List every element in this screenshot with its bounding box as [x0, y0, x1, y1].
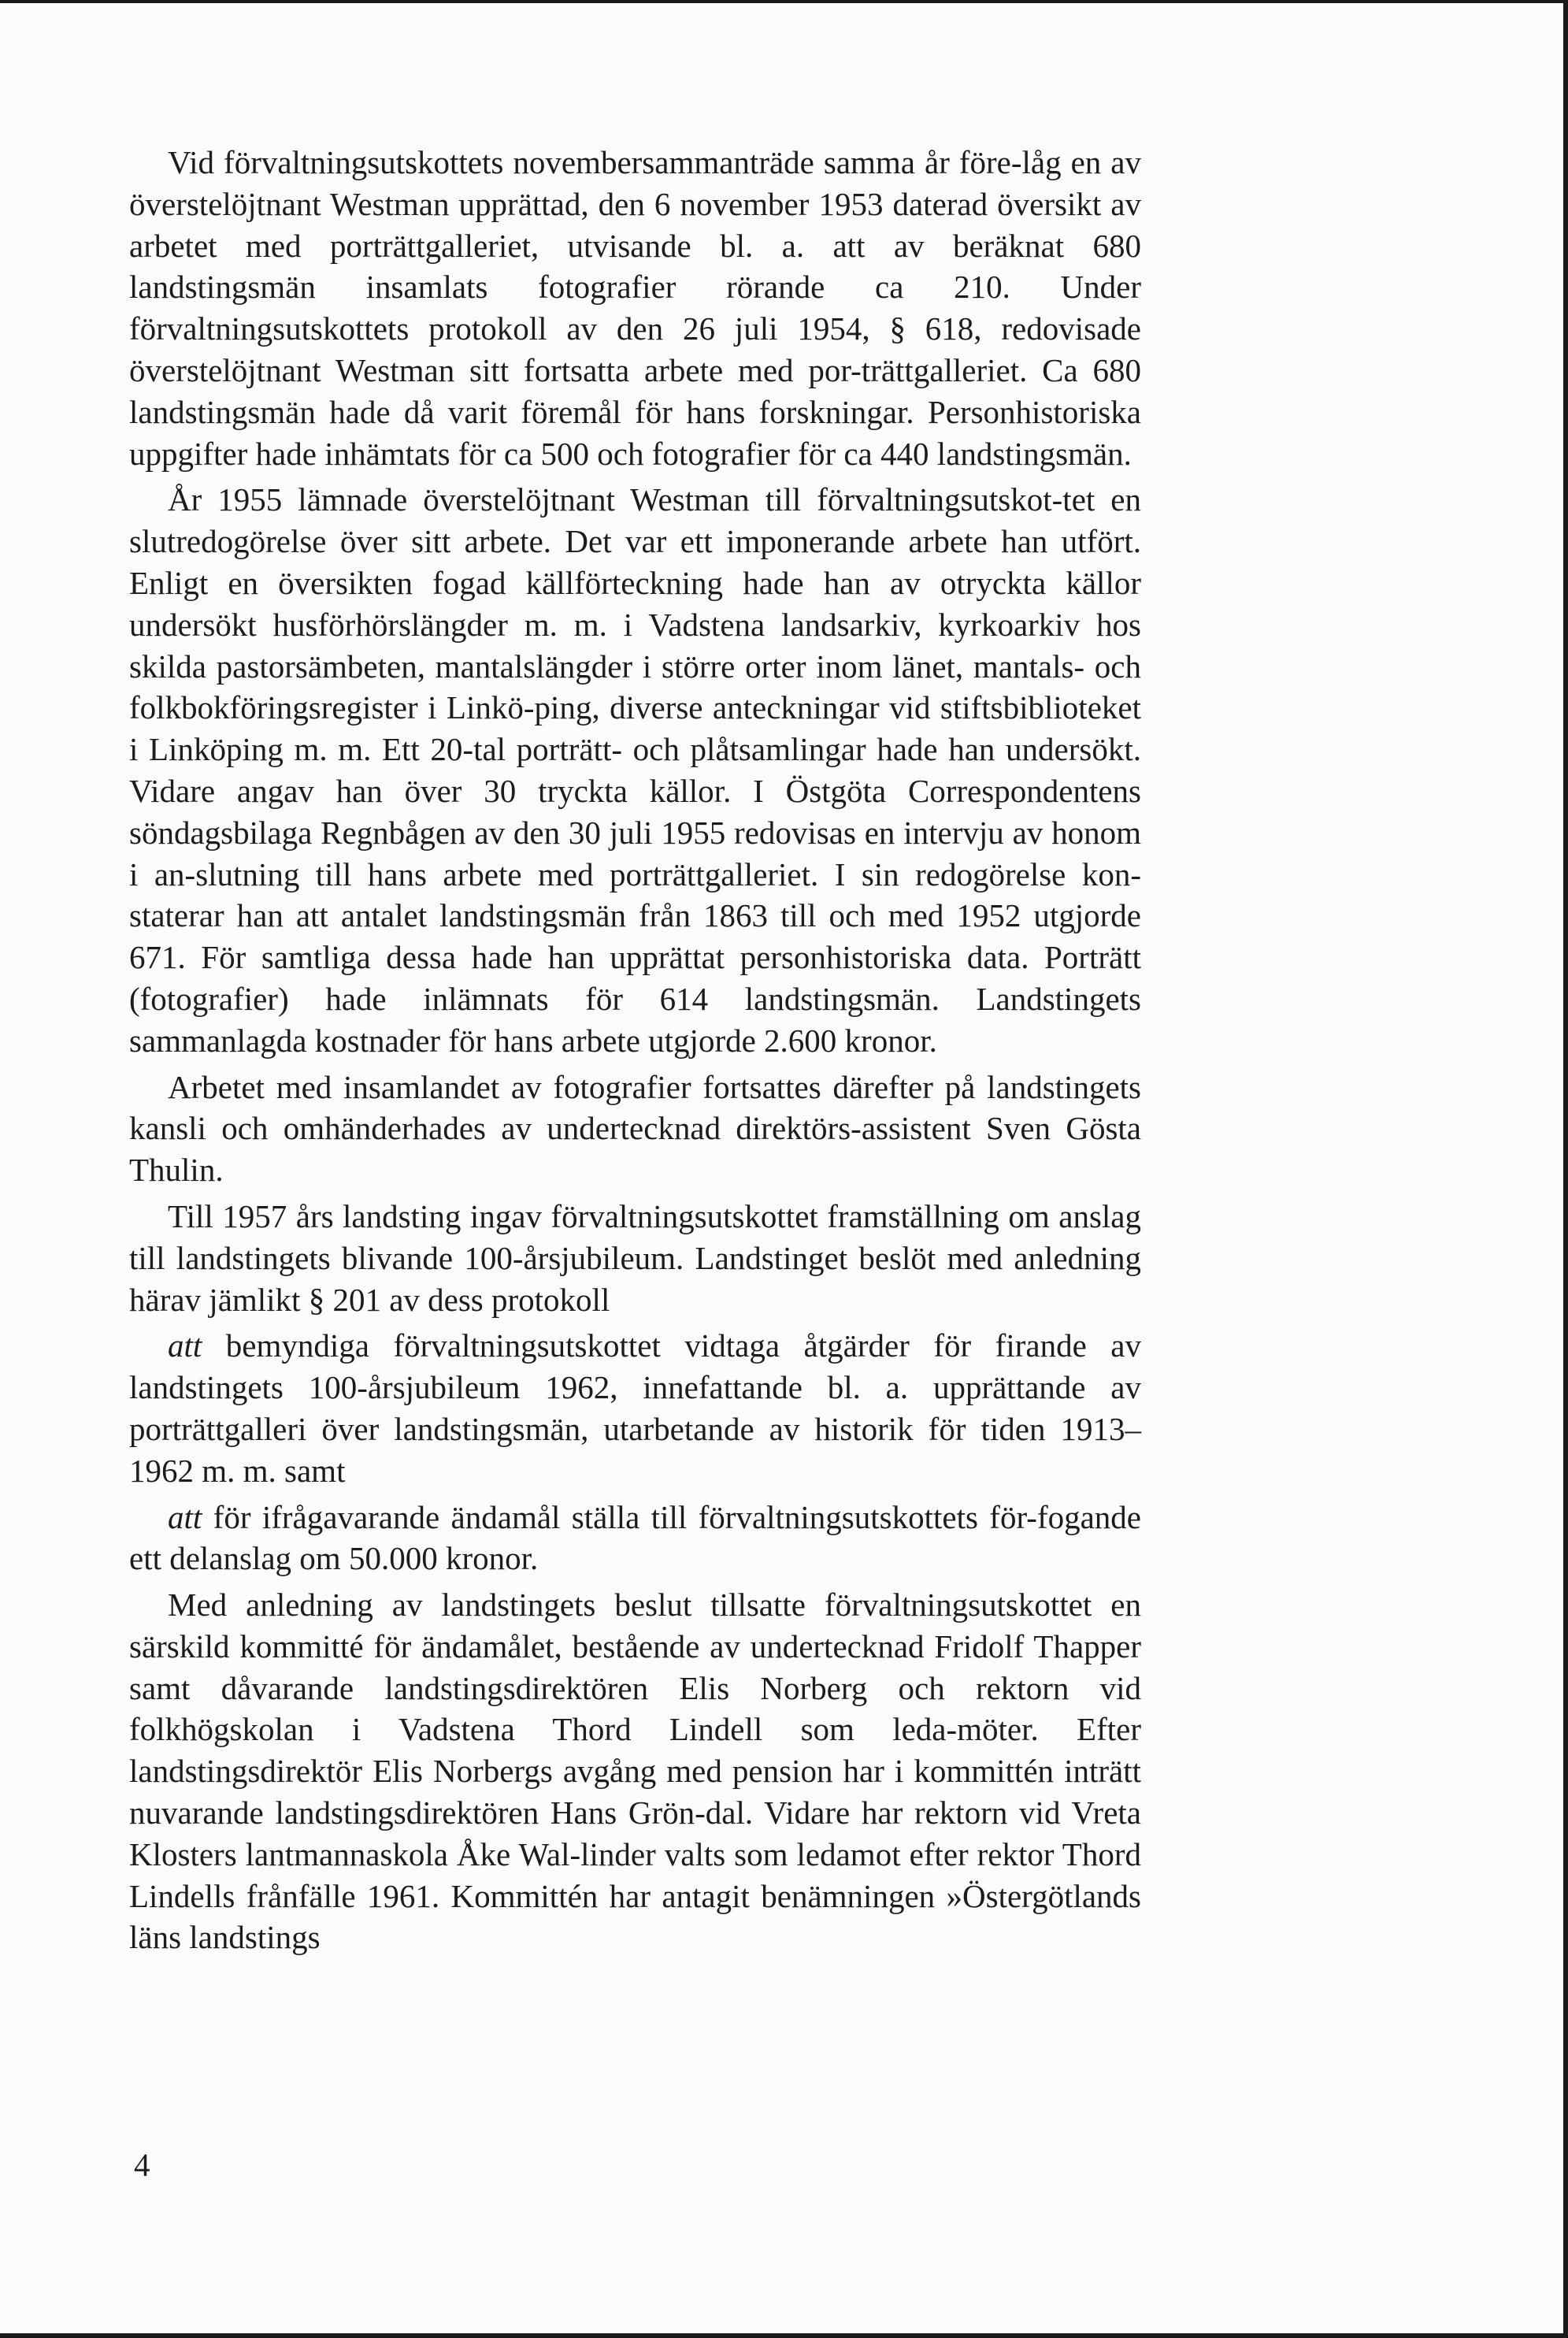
scan-edge-bottom [0, 2333, 1568, 2338]
document-page [0, 3, 1563, 2333]
resolution-2 [129, 1497, 1141, 1580]
body-text [129, 142, 1141, 1963]
page-number: 4 [134, 2147, 150, 2183]
paragraph-4: Till 1957 års landsting ingav förvaltningsutskottet framställning om anslag till landstingets blivande 100-årsjubileum. Landstinget beslöt med anledning härav jämlikt § 201 av dess protokoll [129, 1197, 1141, 1318]
resolution-2-lead: att [168, 1498, 202, 1535]
scan-edge-right [1563, 0, 1568, 2338]
resolution-1-text: bemyndiga förvaltningsutskottet vidtaga åtgärder för firande av landstingets 100-årsjubileum 1962, innefattande bl. a. upprättande av porträttgalleri över landstingsmän, utarbetande av historik för tiden 1913–1962 m. m. samt [129, 1327, 1141, 1489]
resolution-1 [129, 1325, 1141, 1491]
paragraph-2: År 1955 lämnade överstelöjtnant Westman till förvaltningsutskot-tet en slutredogörelse över sitt arbete. Det var ett imponerande arbete han utfört. Enligt en översikten fogad källförteckning hade han av otryckta källor undersökt husförhörslängder m. m. i Vadstena landsarkiv, kyrkoarkiv hos skilda pastorsämbeten, mantalslängder i större orter inom länet, mantals- och folkbokföringsregister i Linkö-ping, diverse anteckningar vid stiftsbiblioteket i Linköping m. m. Ett 20-tal porträtt- och plåtsamlingar hade han undersökt. Vidare angav han över 30 tryckta källor. I Östgöta Correspondentens söndagsbilaga Regnbågen av den 30 juli 1955 redovisas en intervju av honom i an-slutning till hans arbete med porträttgalleriet. I sin redogörelse kon-staterar han att antalet landstingsmän från 1863 till och med 1952 utgjorde 671. För samtliga dessa hade han upprättat personhistoriska data. Porträtt (fotografier) hade inlämnats för 614 landstingsmän. Landstingets sammanlagda kostnader för hans arbete utgjorde 2.600 kronor. [129, 481, 1141, 1059]
resolution-2-text: för ifrågavarande ändamål ställa till förvaltningsutskottets för-fogande ett delanslag om 50.000 kronor. [129, 1498, 1141, 1577]
paragraph-1: Vid förvaltningsutskottets novembersammanträde samma år före-låg en av överstelöjtnant Westman upprättad, den 6 november 1953 daterad översikt av arbetet med porträttgalleriet, utvisande bl. a. att av beräknat 680 landstingsmän insamlats fotografier rörande ca 210. Under förvaltningsutskottets protokoll av den 26 juli 1954, § 618, redovisade överstelöjtnant Westman sitt fortsatta arbete med por-trättgalleriet. Ca 680 landstingsmän hade då varit föremål för hans forskningar. Personhistoriska uppgifter hade inhämtats för ca 500 och fotografier för ca 440 landstingsmän. [129, 144, 1141, 472]
resolution-1-lead: att [168, 1327, 202, 1364]
scan-edge-top [0, 0, 1568, 3]
paragraph-3: Arbetet med insamlandet av fotografier fortsattes därefter på landstingets kansli och omhänderhades av undertecknad direktörs-assistent Sven Gösta Thulin. [129, 1068, 1141, 1189]
paragraph-closing: Med anledning av landstingets beslut tillsatte förvaltningsutskottet en särskild kommitté för ändamålet, bestående av undertecknad Fridolf Thapper samt dåvarande landstingsdirektören Elis Norberg och rektorn vid folkhögskolan i Vadstena Thord Lindell som leda-möter. Efter landstingsdirektör Elis Norbergs avgång med pension har i kommittén inträtt nuvarande landstingsdirektören Hans Grön-dal. Vidare har rektorn vid Vreta Klosters lantmannaskola Åke Wal-linder valts som ledamot efter rektor Thord Lindells frånfälle 1961. Kommittén har antagit benämningen »Östergötlands läns landstings [129, 1586, 1141, 1956]
